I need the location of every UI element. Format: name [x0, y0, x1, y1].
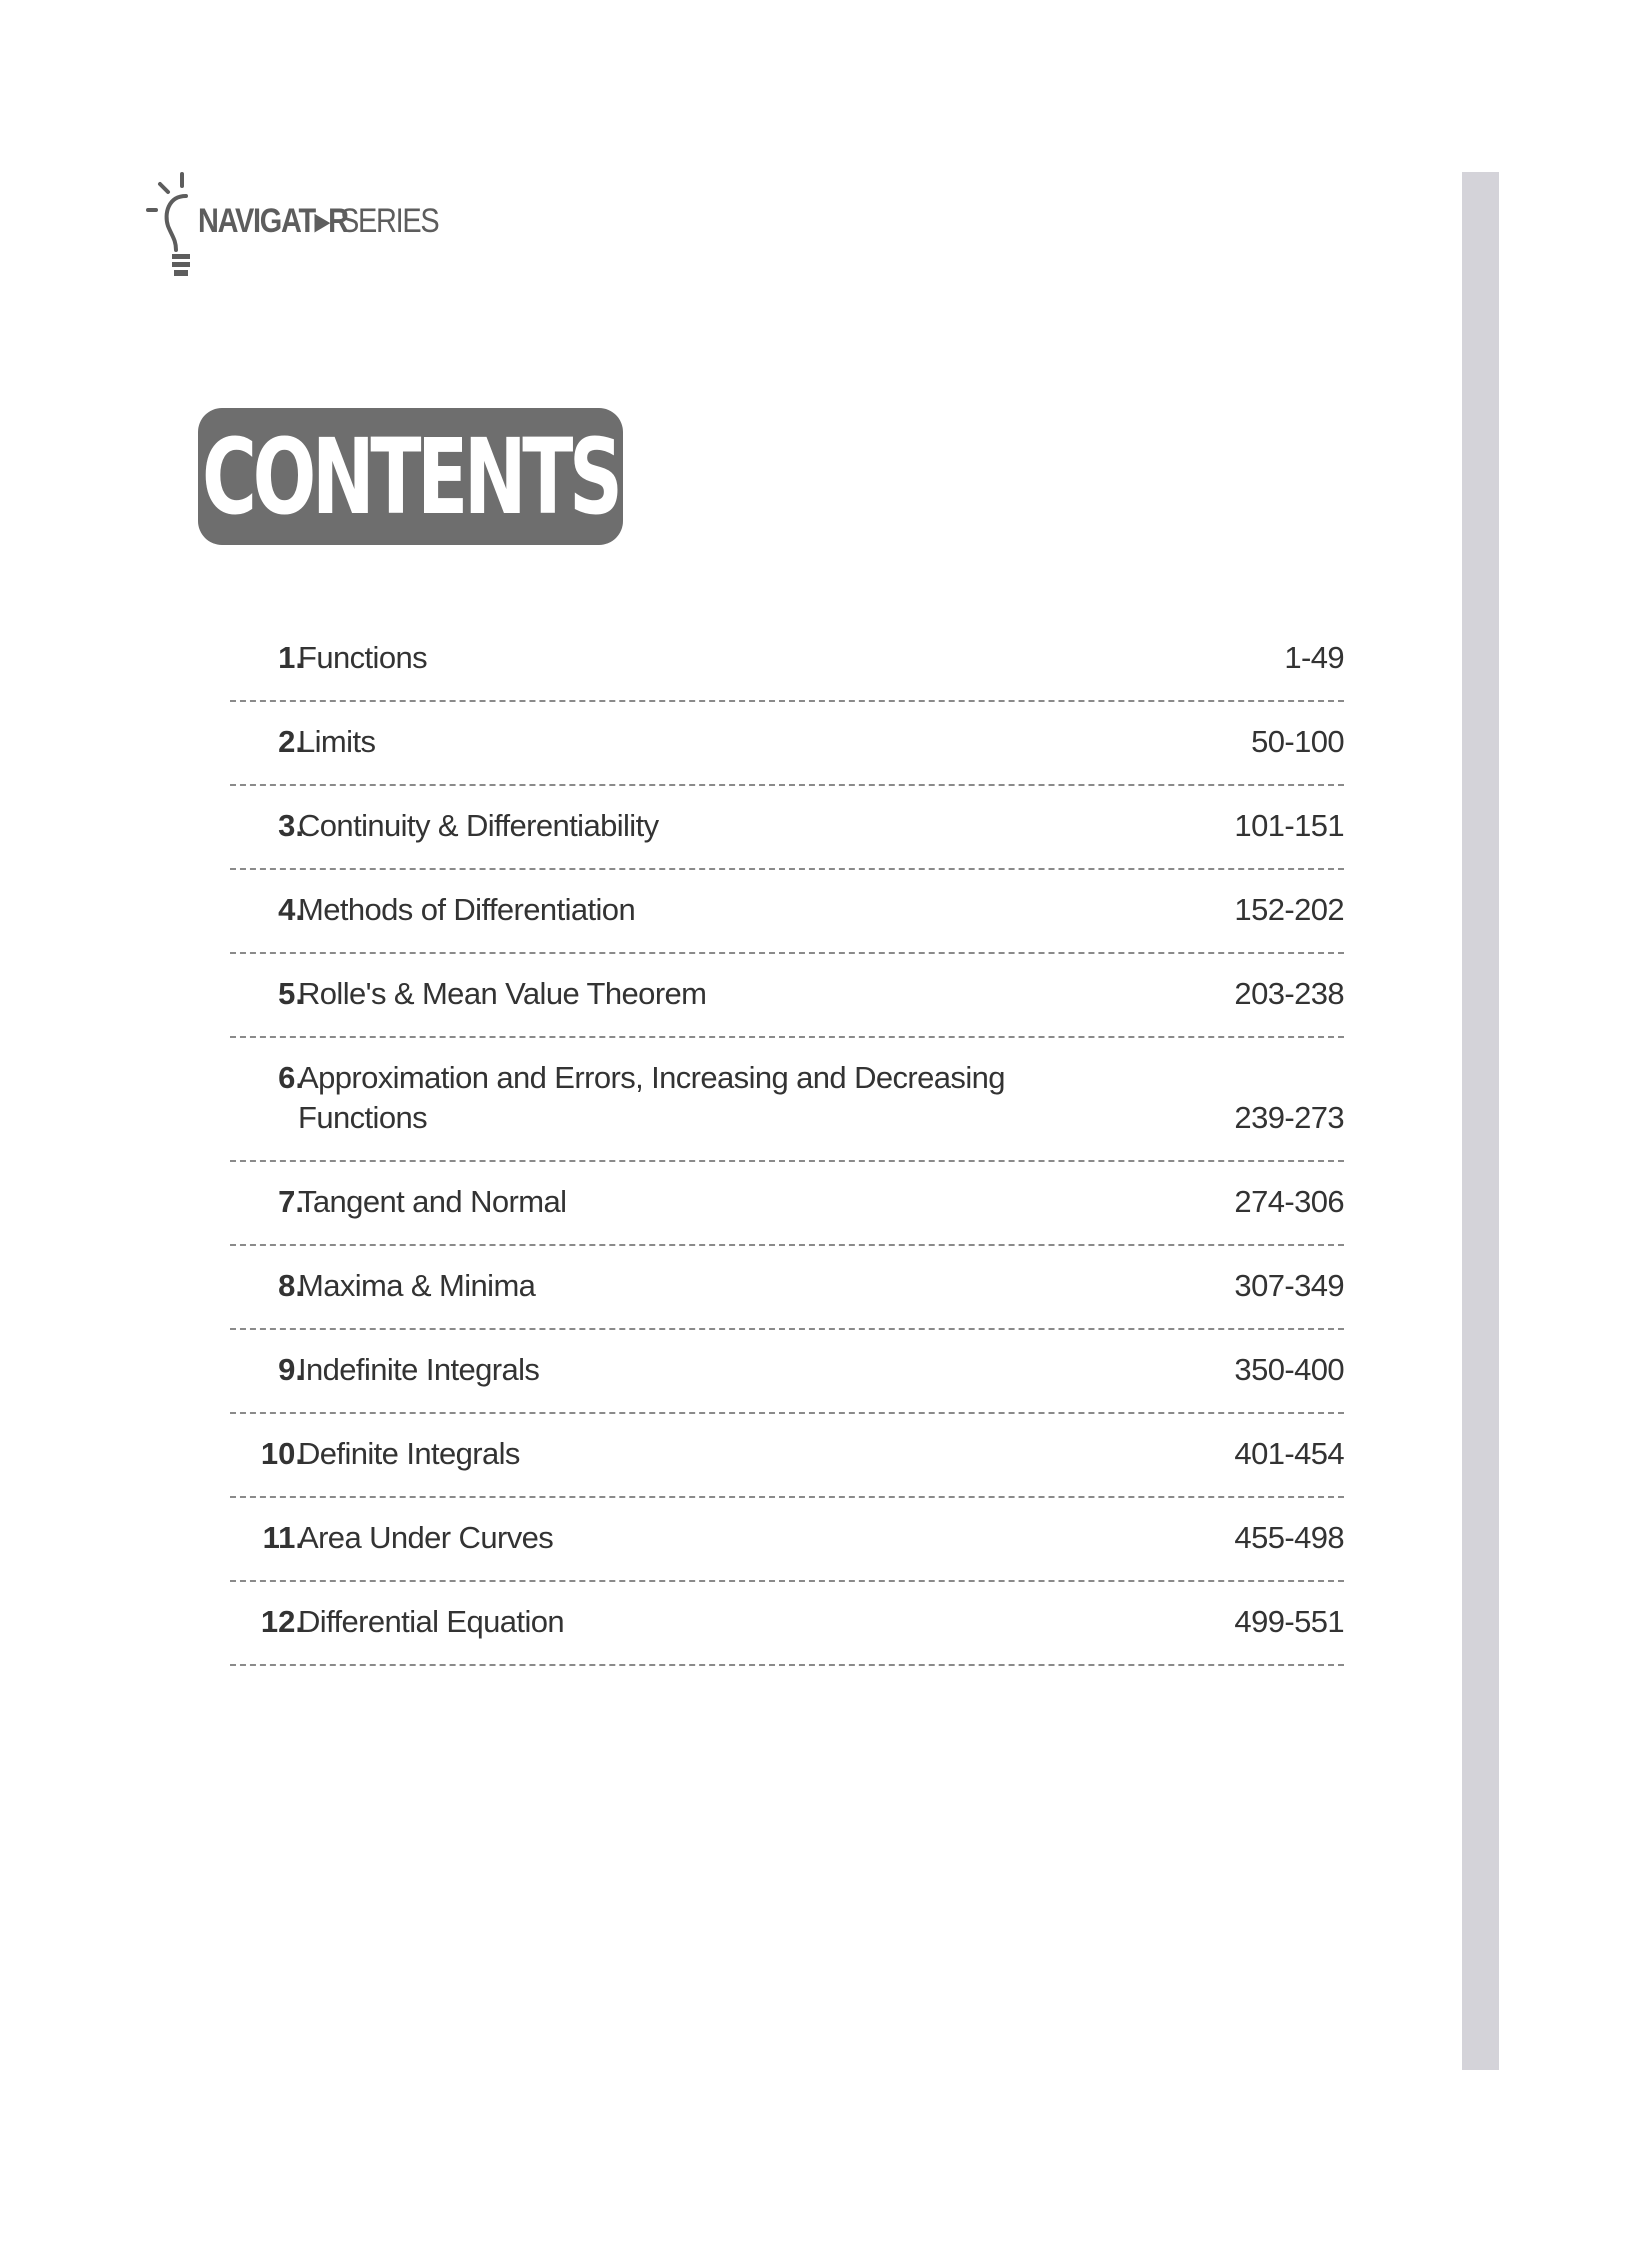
toc-row: [230, 1038, 1344, 1162]
toc-row: [230, 702, 1344, 786]
toc-row: [230, 870, 1344, 954]
toc-chapter-number: 8.: [278, 1268, 304, 1303]
logo-text-light: SERIES: [340, 202, 439, 240]
toc-chapter-number: 3.: [278, 808, 304, 843]
toc-chapter-title: Differential Equation: [298, 1604, 565, 1639]
toc-page-range: 455-498: [1234, 1520, 1344, 1555]
toc-chapter-number: 11.: [262, 1520, 304, 1555]
toc-row: [230, 1246, 1344, 1330]
toc-row: [230, 618, 1344, 702]
toc-page-range: 101-151: [1234, 808, 1344, 843]
toc-row: [230, 954, 1344, 1038]
toc-chapter-number: 12.: [260, 1604, 304, 1639]
toc-chapter-number: 6.: [278, 1060, 304, 1095]
navigator-series-logo: [146, 170, 486, 285]
toc-chapter-title: Approximation and Errors, Increasing and Decreasing Functions: [298, 1060, 1005, 1135]
toc-chapter-number: 2.: [278, 724, 304, 759]
toc-page-range: 152-202: [1234, 892, 1344, 927]
toc-chapter-title: Definite Integrals: [298, 1436, 520, 1471]
toc-row: [230, 1162, 1344, 1246]
toc-chapter-number: 10.: [260, 1436, 304, 1471]
toc-chapter-title: Limits: [298, 724, 376, 759]
toc-chapter-number: 1.: [278, 640, 304, 675]
toc-chapter-title: Area Under Curves: [298, 1520, 554, 1555]
table-of-contents: [230, 618, 1344, 1666]
toc-chapter-title: Methods of Differentiation: [298, 892, 636, 927]
toc-page-range: 203-238: [1234, 976, 1344, 1011]
toc-chapter-number: 9.: [278, 1352, 304, 1387]
logo-text-bold: NAVIGAT▸R: [198, 202, 348, 240]
logo-text: [198, 204, 456, 238]
toc-page-range: 401-454: [1234, 1436, 1344, 1471]
toc-row: [230, 1330, 1344, 1414]
contents-heading: [198, 408, 623, 545]
toc-chapter-number: 4.: [278, 892, 304, 927]
toc-page-range: 274-306: [1234, 1184, 1344, 1219]
toc-row: [230, 1582, 1344, 1666]
toc-chapter-title: Tangent and Normal: [298, 1184, 567, 1219]
toc-chapter-title: Indefinite Integrals: [298, 1352, 540, 1387]
toc-page-range: 499-551: [1234, 1604, 1344, 1639]
side-bar: [1462, 172, 1499, 2070]
toc-row: [230, 786, 1344, 870]
toc-row: [230, 1414, 1344, 1498]
toc-row: [230, 1498, 1344, 1582]
toc-chapter-number: 5.: [278, 976, 304, 1011]
toc-page-range: 239-273: [1234, 1100, 1344, 1135]
toc-page-range: 350-400: [1234, 1352, 1344, 1387]
toc-page-range: 307-349: [1234, 1268, 1344, 1303]
toc-page-range: 50-100: [1251, 724, 1344, 759]
toc-chapter-title: Continuity & Differentiability: [298, 808, 659, 843]
toc-chapter-title: Maxima & Minima: [298, 1268, 536, 1303]
toc-page-range: 1-49: [1284, 640, 1344, 675]
contents-heading-text: CONTENTS: [202, 415, 619, 538]
toc-chapter-number: 7.: [278, 1184, 304, 1219]
toc-chapter-title: Functions: [298, 640, 427, 675]
toc-chapter-title: Rolle's & Mean Value Theorem: [298, 976, 707, 1011]
